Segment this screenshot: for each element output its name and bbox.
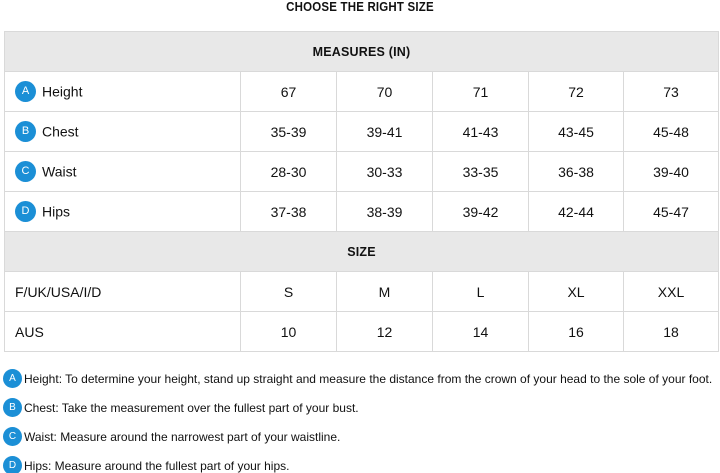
- size-header-row: [5, 232, 719, 272]
- table-cell: 10: [241, 312, 337, 352]
- note-text: Chest: Take the measurement over the fullest part of your bust.: [24, 400, 359, 415]
- table-cell: 14: [433, 312, 529, 352]
- size-header: SIZE: [5, 232, 719, 272]
- measure-label-cell: [5, 152, 241, 192]
- measure-label-cell: [5, 192, 241, 232]
- note-waist: [3, 422, 717, 451]
- table-cell: 43-45: [529, 112, 624, 152]
- badge-a-icon: A: [15, 81, 36, 102]
- note-text: Waist: Measure around the narrowest part of your waistline.: [24, 429, 341, 444]
- measure-label: Waist: [42, 163, 77, 180]
- page-title: CHOOSE THE RIGHT SIZE: [286, 0, 434, 14]
- table-cell: 16: [529, 312, 624, 352]
- size-label: AUS: [5, 312, 241, 352]
- table-cell: 39-41: [337, 112, 433, 152]
- table-cell: 71: [433, 72, 529, 112]
- table-cell: 67: [241, 72, 337, 112]
- table-cell: 45-47: [624, 192, 719, 232]
- measures-header: MEASURES (IN): [5, 32, 719, 72]
- note-hips: [3, 451, 717, 473]
- table-cell: 45-48: [624, 112, 719, 152]
- note-chest: [3, 393, 717, 422]
- table-row: [5, 192, 719, 232]
- table-cell: 35-39: [241, 112, 337, 152]
- size-label: F/UK/USA/I/D: [5, 272, 241, 312]
- badge-b-icon: B: [15, 121, 36, 142]
- note-text: Height: To determine your height, stand up straight and measure the distance from the crown of your head to the sole of your foot.: [24, 371, 713, 386]
- table-cell: 39-42: [433, 192, 529, 232]
- badge-a-icon: A: [3, 369, 22, 388]
- badge-d-icon: D: [15, 201, 36, 222]
- table-cell: 42-44: [529, 192, 624, 232]
- measure-label-cell: [5, 72, 241, 112]
- table-cell: 12: [337, 312, 433, 352]
- badge-b-icon: B: [3, 398, 22, 417]
- table-row: [5, 152, 719, 192]
- table-cell: 33-35: [433, 152, 529, 192]
- table-cell: 70: [337, 72, 433, 112]
- size-table: [4, 31, 719, 352]
- measures-header-row: [5, 32, 719, 72]
- table-cell: XXL: [624, 272, 719, 312]
- table-cell: 39-40: [624, 152, 719, 192]
- note-text: Hips: Measure around the fullest part of your hips.: [24, 458, 290, 473]
- table-cell: 38-39: [337, 192, 433, 232]
- measure-label: Height: [42, 83, 83, 100]
- table-cell: 73: [624, 72, 719, 112]
- measure-label-cell: [5, 112, 241, 152]
- table-cell: S: [241, 272, 337, 312]
- table-row: [5, 312, 719, 352]
- table-cell: M: [337, 272, 433, 312]
- table-cell: 28-30: [241, 152, 337, 192]
- table-cell: 18: [624, 312, 719, 352]
- table-cell: L: [433, 272, 529, 312]
- measurement-notes: [3, 364, 717, 473]
- badge-d-icon: D: [3, 456, 22, 473]
- table-row: [5, 272, 719, 312]
- table-cell: XL: [529, 272, 624, 312]
- measure-label: Hips: [42, 203, 71, 220]
- badge-c-icon: C: [15, 161, 36, 182]
- note-height: [3, 364, 717, 393]
- table-row: [5, 112, 719, 152]
- table-cell: 41-43: [433, 112, 529, 152]
- table-cell: 72: [529, 72, 624, 112]
- badge-c-icon: C: [3, 427, 22, 446]
- table-cell: 36-38: [529, 152, 624, 192]
- table-row: [5, 72, 719, 112]
- table-cell: 30-33: [337, 152, 433, 192]
- measure-label: Chest: [42, 123, 79, 140]
- table-cell: 37-38: [241, 192, 337, 232]
